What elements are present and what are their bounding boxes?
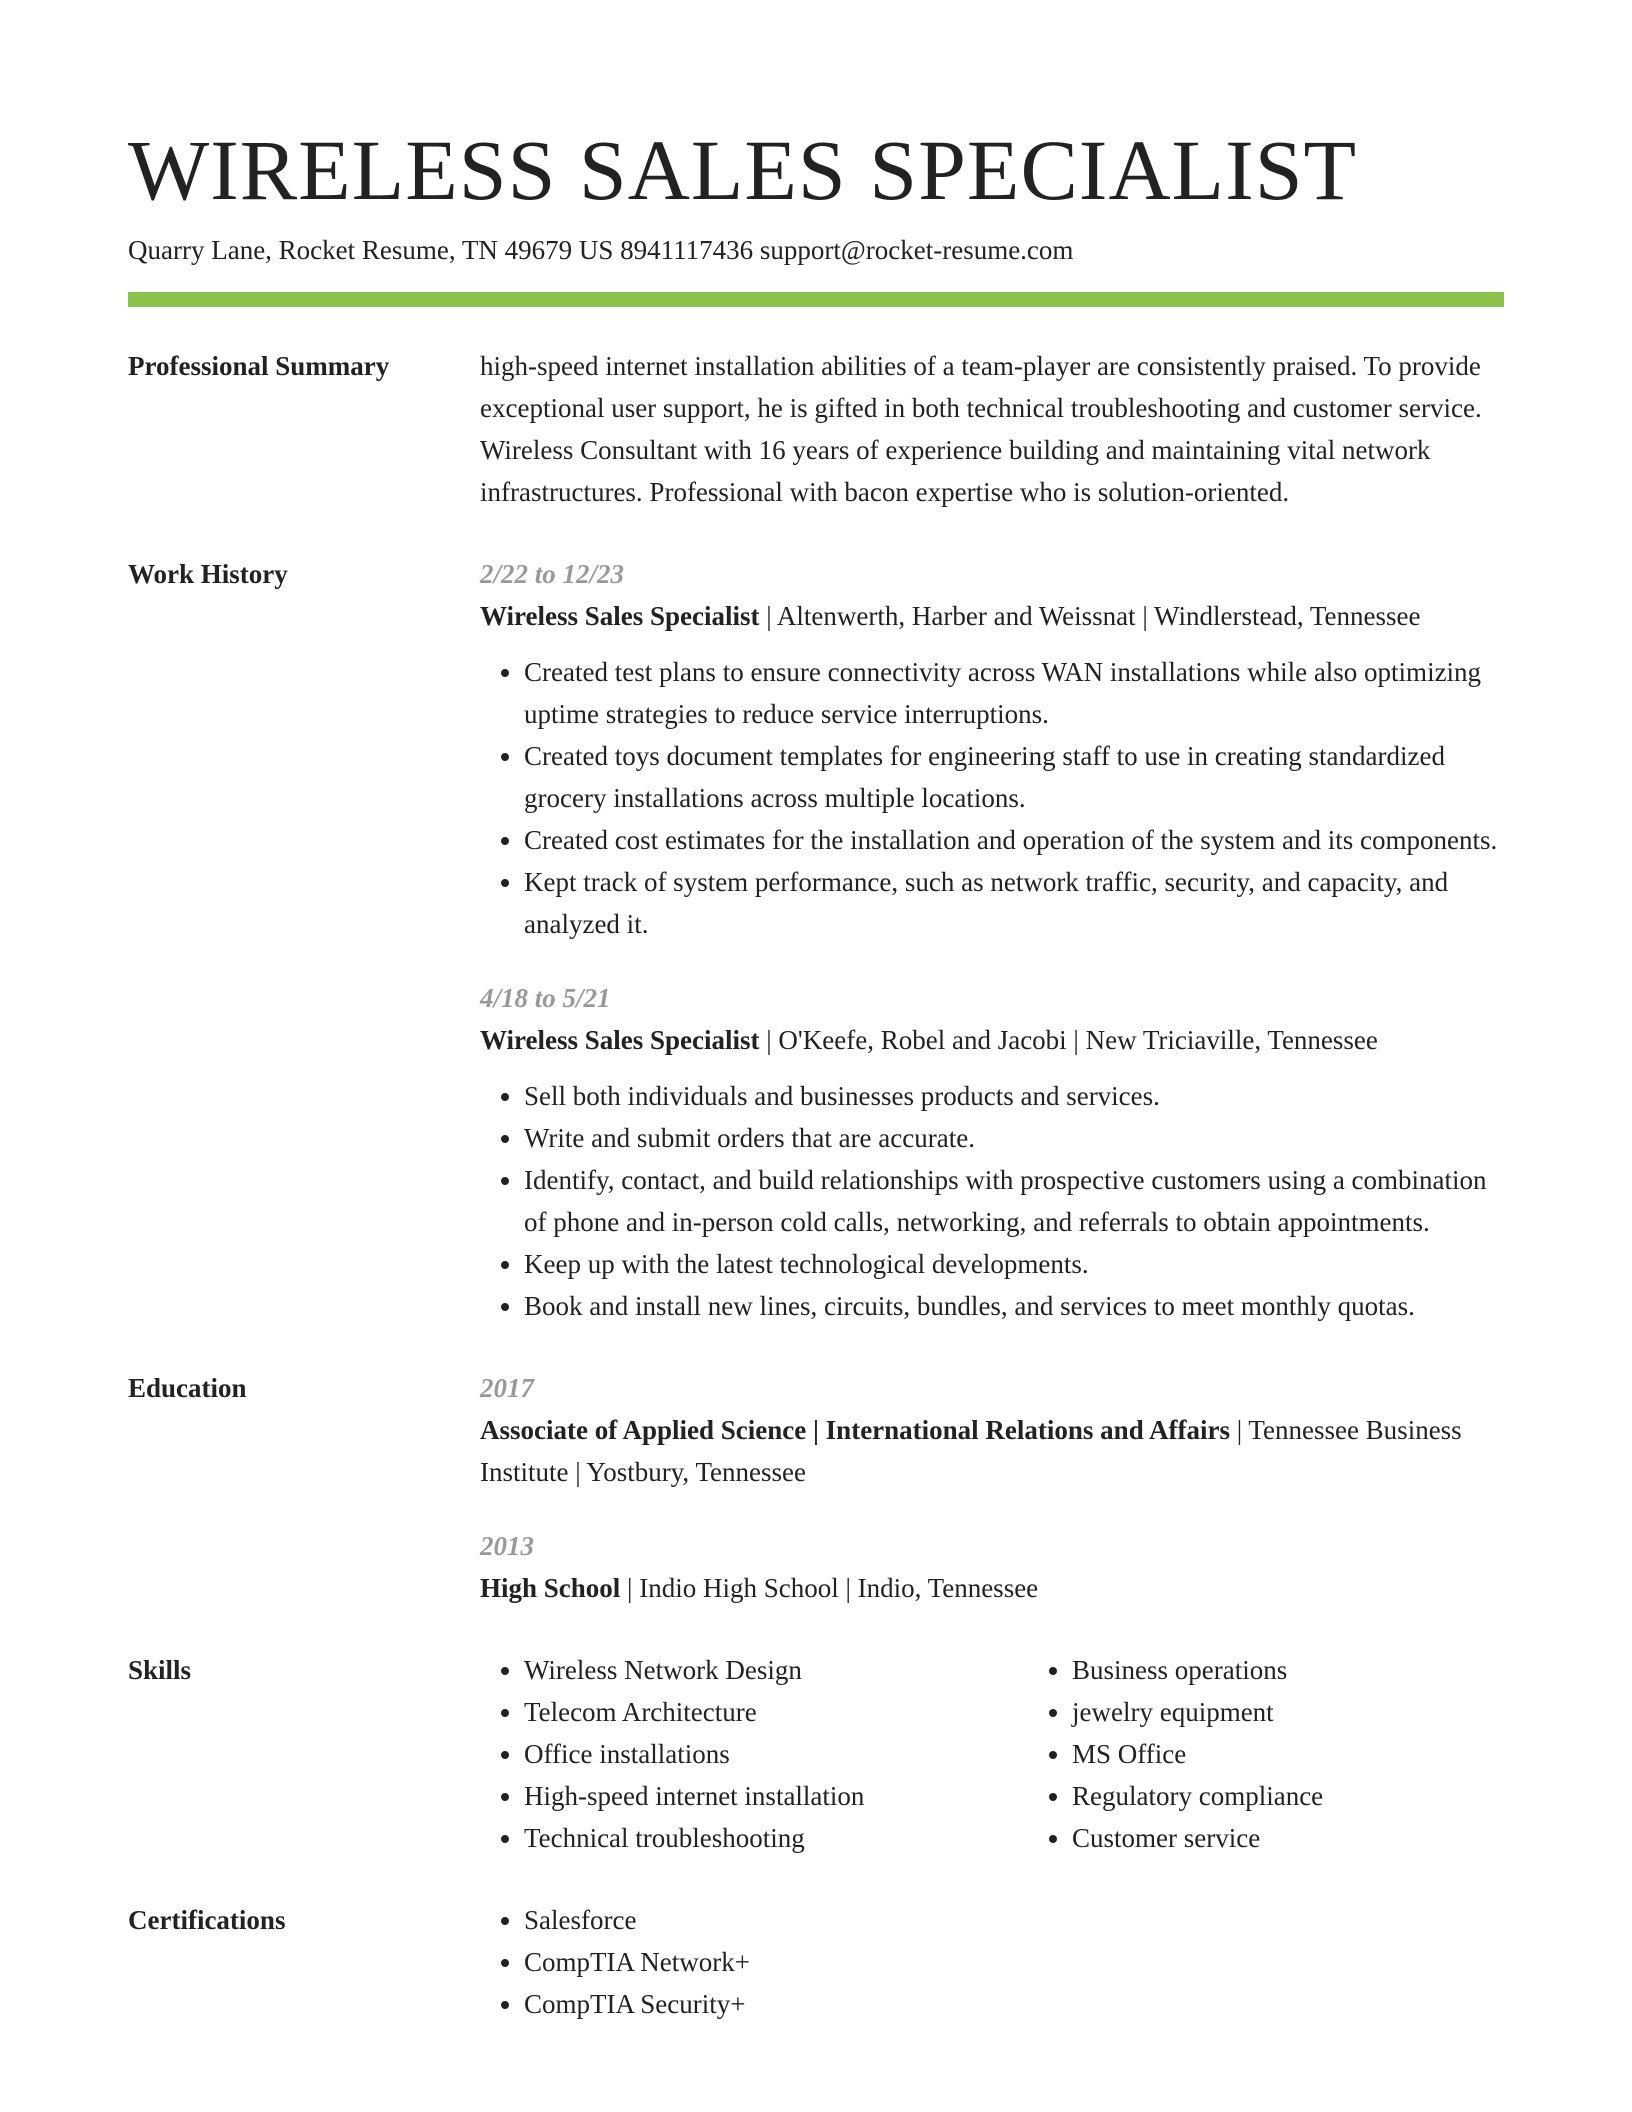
job-bullet: • Identify, contact, and build relationships with prospective customers using a combination of phone and in-person cold calls, networking, and referrals to obtain appointments. (524, 1159, 1504, 1243)
job-bullet: • Kept track of system performance, such as network traffic, security, and capacity, and analyzed it. (524, 861, 1504, 945)
section-title-work-history: Work History (128, 559, 288, 589)
accent-divider (128, 292, 1504, 307)
skills-section (128, 1649, 1504, 1859)
skills-list-right (1028, 1649, 1323, 1859)
skill-item: • MS Office (1072, 1733, 1323, 1775)
job-details: | Altenwerth, Harber and Weissnat | Windlerstead, Tennessee (759, 601, 1421, 631)
skills-list-left (480, 1649, 1028, 1859)
education-details: | Tennessee Business Institute | Yostbury, Tennessee (480, 1415, 1462, 1487)
skill-item: • Customer service (1072, 1817, 1323, 1859)
certification-item: • CompTIA Network+ (524, 1941, 1504, 1983)
skill-item: • Wireless Network Design (524, 1649, 1028, 1691)
education-details: | Indio High School | Indio, Tennessee (620, 1573, 1039, 1603)
education-year: 2017 (480, 1373, 534, 1403)
work-history-section (128, 553, 1504, 1327)
education-year: 2013 (480, 1531, 534, 1561)
education-heading (480, 1409, 1504, 1493)
job-role: Wireless Sales Specialist (480, 601, 760, 631)
resume-name: WIRELESS SALES SPECIALIST (128, 122, 1358, 218)
certification-item: • Salesforce (524, 1899, 1504, 1941)
section-title-skills: Skills (128, 1655, 192, 1685)
education-heading (480, 1567, 1504, 1609)
job-heading (480, 1019, 1504, 1061)
job-bullet: • Book and install new lines, circuits, bundles, and services to meet monthly quotas. (524, 1285, 1504, 1327)
certifications-section (128, 1899, 1504, 2025)
job-bullets (480, 1075, 1504, 1327)
education-degree: High School (480, 1573, 621, 1603)
section-title-education: Education (128, 1373, 247, 1403)
skill-item: • Telecom Architecture (524, 1691, 1028, 1733)
section-title-summary: Professional Summary (128, 351, 390, 381)
contact-line: Quarry Lane, Rocket Resume, TN 49679 US 8941117436 support@rocket-resume.com (128, 235, 1074, 265)
skill-item: • jewelry equipment (1072, 1691, 1323, 1733)
job-bullets (480, 651, 1504, 945)
education-degree: Associate of Applied Science | International Relations and Affairs (480, 1415, 1230, 1445)
job-bullet: • Created cost estimates for the installation and operation of the system and its components. (524, 819, 1504, 861)
job-bullet: • Created test plans to ensure connectivity across WAN installations while also optimizing uptime strategies to reduce service interruptions. (524, 651, 1504, 735)
section-title-certifications: Certifications (128, 1905, 286, 1935)
job-role: Wireless Sales Specialist (480, 1025, 760, 1055)
job-dates: 4/18 to 5/21 (480, 983, 611, 1013)
job-bullet: • Sell both individuals and businesses products and services. (524, 1075, 1504, 1117)
certifications-list (480, 1899, 1504, 2025)
summary-text: high-speed internet installation abilities of a team-player are consistently praised. To provide exceptional user support, he is gifted in both technical troubleshooting and customer service. Wireless Consultant with 16 years of experience building and maintaining vital network infrastructures. Professional with bacon expertise who is solution-oriented. (480, 351, 1482, 507)
job-entry (480, 977, 1504, 1327)
job-bullet: • Keep up with the latest technological developments. (524, 1243, 1504, 1285)
resume-page (128, 0, 1504, 2025)
skill-item: • Regulatory compliance (1072, 1775, 1323, 1817)
education-entry (480, 1525, 1504, 1609)
job-entry (480, 553, 1504, 945)
education-entry (480, 1367, 1504, 1493)
skill-item: • Office installations (524, 1733, 1028, 1775)
skill-item: • Business operations (1072, 1649, 1323, 1691)
job-bullet: • Write and submit orders that are accurate. (524, 1117, 1504, 1159)
job-bullet: • Created toys document templates for engineering staff to use in creating standardized grocery installations across multiple locations. (524, 735, 1504, 819)
summary-section (128, 345, 1504, 513)
education-section (128, 1367, 1504, 1609)
skill-item: • High-speed internet installation (524, 1775, 1028, 1817)
skill-item: • Technical troubleshooting (524, 1817, 1028, 1859)
certification-item: • CompTIA Security+ (524, 1983, 1504, 2025)
job-dates: 2/22 to 12/23 (480, 559, 625, 589)
job-details: | O'Keefe, Robel and Jacobi | New Triciaville, Tennessee (759, 1025, 1378, 1055)
job-heading (480, 595, 1504, 637)
